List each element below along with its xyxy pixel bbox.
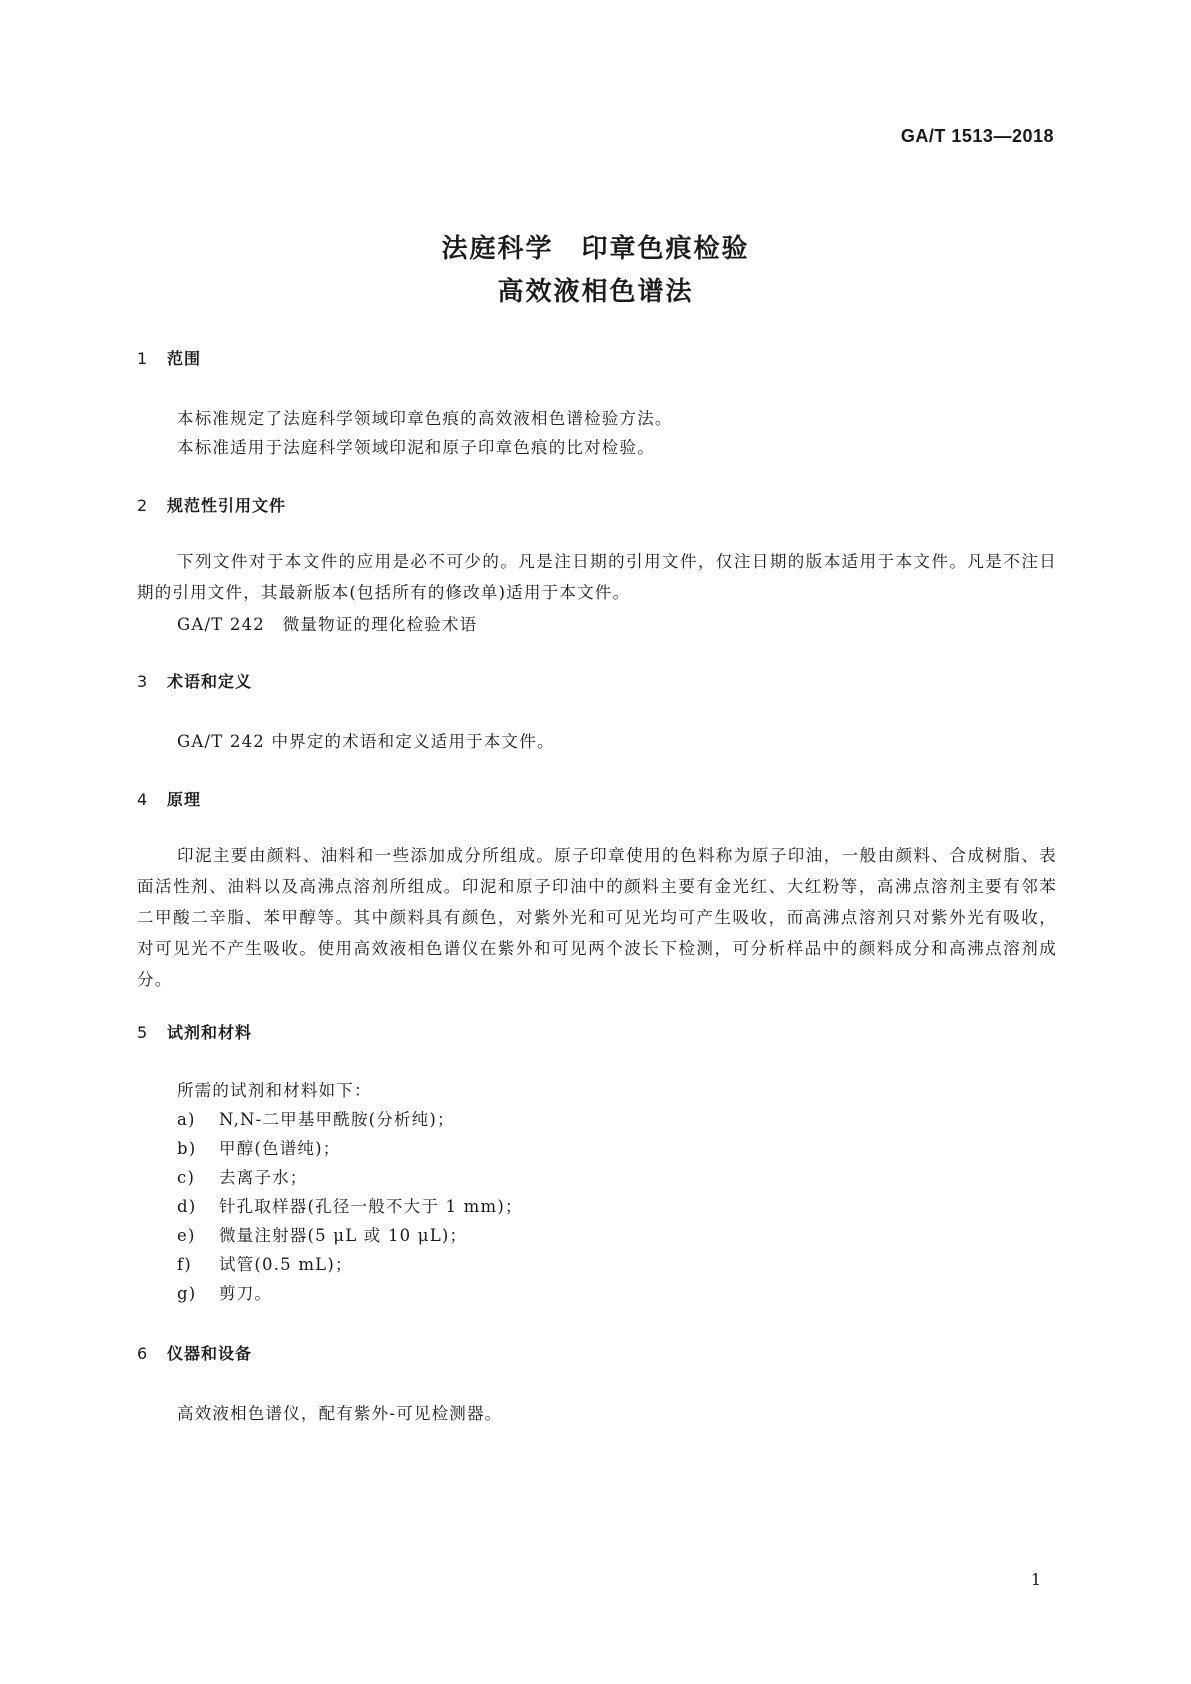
list-item — [177, 1222, 467, 1246]
section-title: 范围 — [167, 349, 202, 368]
list-item-text: 甲醇(色谱纯)； — [219, 1139, 341, 1158]
document-title-line1: 法庭科学 印章色痕检验 — [441, 234, 750, 264]
section-6-paragraph-1: 高效液相色谱仪，配有紫外-可见检测器。 — [177, 1404, 503, 1423]
section-title: 术语和定义 — [167, 672, 253, 691]
list-item — [177, 1135, 340, 1159]
list-item-label: f) — [177, 1255, 192, 1274]
list-item-text: 试管(0.5 mL)； — [219, 1255, 353, 1274]
list-item-label: g) — [177, 1284, 197, 1303]
list-item — [177, 1251, 353, 1275]
list-item-label: b) — [177, 1139, 197, 1158]
list-item — [177, 1106, 455, 1130]
section-4-heading — [137, 787, 201, 810]
section-title: 原理 — [167, 790, 202, 809]
section-number: 3 — [137, 672, 149, 691]
list-item-label: c) — [177, 1168, 196, 1187]
section-5-heading — [137, 1020, 252, 1043]
section-1-heading — [137, 346, 201, 369]
section-title: 试剂和材料 — [167, 1023, 253, 1042]
section-3-paragraph-1: GA/T 242 中界定的术语和定义适用于本文件。 — [177, 732, 555, 751]
section-title: 规范性引用文件 — [167, 496, 287, 515]
section-1-paragraph-2: 本标准适用于法庭科学领域印泥和原子印章色痕的比对检验。 — [177, 438, 655, 457]
section-title: 仪器和设备 — [167, 1344, 253, 1363]
section-1-paragraph-1: 本标准规定了法庭科学领域印章色痕的高效液相色谱检验方法。 — [177, 409, 673, 428]
section-5-intro: 所需的试剂和材料如下： — [177, 1081, 372, 1100]
list-item-text: N,N-二甲基甲酰胺(分析纯)； — [219, 1110, 455, 1129]
list-item — [177, 1164, 308, 1188]
section-number: 2 — [137, 496, 149, 515]
list-item — [177, 1193, 523, 1217]
standard-code: GA/T 1513—2018 — [900, 126, 1054, 146]
section-3-heading — [137, 669, 252, 692]
list-item-text: 针孔取样器(孔径一般不大于 1 mm)； — [219, 1197, 523, 1216]
page-number: 1 — [1030, 1570, 1041, 1589]
section-number: 4 — [137, 790, 149, 809]
section-2-paragraph-1: 下列文件对于本文件的应用是必不可少的。凡是注日期的引用文件，仅注日期的版本适用于本文件。凡是不注日期的引用文件，其最新版本(包括所有的修改单)适用于本文件。 — [137, 552, 1057, 602]
list-item-label: a) — [177, 1110, 196, 1129]
section-number: 1 — [137, 349, 149, 368]
list-item-text: 去离子水； — [219, 1168, 308, 1187]
section-number: 5 — [137, 1023, 149, 1042]
section-2-heading — [137, 493, 286, 516]
section-number: 6 — [137, 1344, 149, 1363]
list-item-text: 微量注射器(5 μL 或 10 μL)； — [219, 1226, 468, 1245]
list-item-label: d) — [177, 1197, 197, 1216]
section-2-reference: GA/T 242 微量物证的理化检验术语 — [177, 615, 478, 634]
list-item-text: 剪刀。 — [219, 1284, 273, 1303]
list-item-label: e) — [177, 1226, 196, 1245]
section-4-paragraph-1: 印泥主要由颜料、油料和一些添加成分所组成。原子印章使用的色料称为原子印油，一般由颜料、合成树脂、表面活性剂、油料以及高沸点溶剂所组成。印泥和原子印油中的颜料主要有金光红、大红粉等，高沸点溶剂主要有邻苯二甲酸二辛脂、苯甲醇等。其中颜料具有颜色，对紫外光和可见光均可产生吸收，而高沸点溶剂只对紫外光有吸收，对可见光不产生吸收。使用高效液相色谱仪在紫外和可见两个波长下检测，可分析样品中的颜料成分和高沸点溶剂成分。 — [137, 846, 1057, 989]
section-6-heading — [137, 1341, 252, 1364]
document-title-line2: 高效液相色谱法 — [497, 277, 694, 307]
list-item — [177, 1280, 272, 1304]
